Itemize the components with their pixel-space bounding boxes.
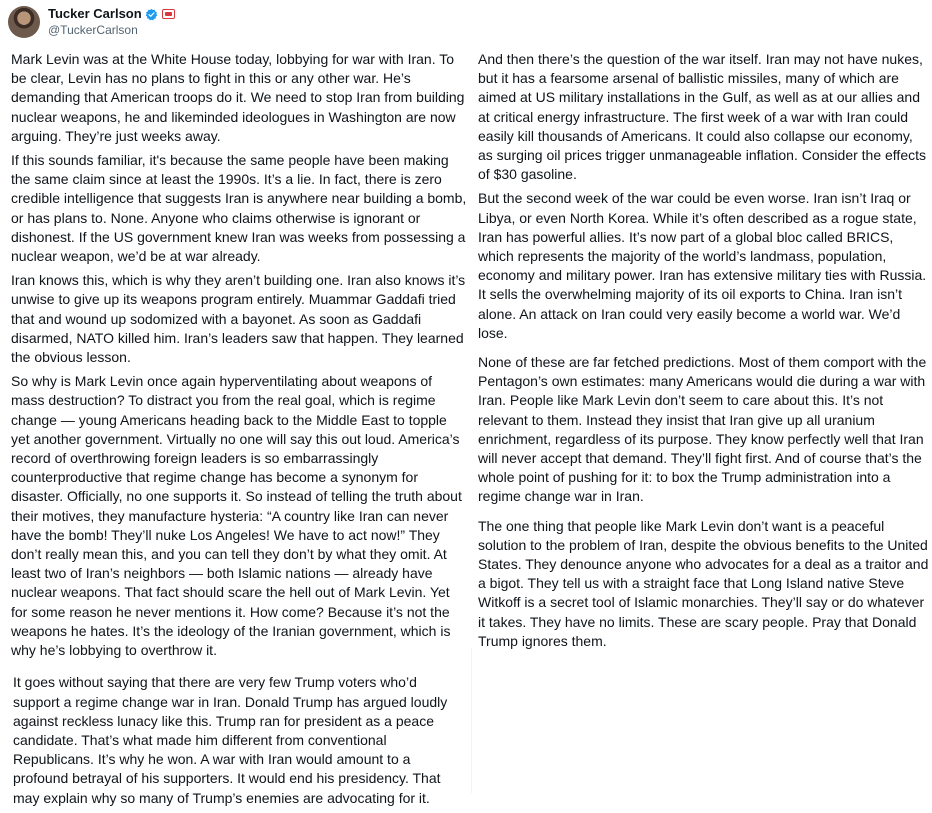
verified-badge-icon[interactable] (145, 8, 158, 21)
post-header (8, 4, 175, 40)
paragraph: None of these are far fetched predictions. Most of them comport with the Pentagon’s own estimates: many Americans would die during a war with Iran. People like Mark Levin don’t seem to care about this. It’s not relevant to them. Instead they insist that Iran give up all uranium enrichment, regardless of its purpose. They know perfectly well that Iran will never accept that demand. They’ll fight first. And of course that’s the whole point of pushing for it: to box the Trump administration into a regime change war in Iran. (478, 354, 927, 505)
paragraph: It goes without saying that there are very few Trump voters who’d support a regime change war in Iran. Donald Trump has argued loudly against reckless lunacy like this. Trump ran for president as a peace candidate. That’s what made him different from conventional Republicans. It’s why he won. A war with Iran would amount to a profound betrayal of his supporters. It would end his presidency. That may explain why so many of Trump’s enemies are advocating for it. (13, 674, 448, 806)
paragraph: The one thing that people like Mark Levin don’t want is a peaceful solution to the problem of Iran, despite the obvious benefits to the United States. They denounce anyone who advocates for a deal as a traitor and a bigot. They tell us with a straight face that Long Island native Steve Witkoff is a secret tool of Islamic monarchies. They’ll say or do whatever it takes. They have no limits. These are scary people. Pray that Donald Trump ignores them. (478, 517, 929, 649)
affiliation-badge-icon[interactable] (162, 9, 175, 19)
author-info (48, 6, 175, 38)
author-name-row (48, 6, 175, 22)
author-handle[interactable]: @TuckerCarlson (48, 23, 138, 37)
paragraph: And then there’s the question of the war itself. Iran may not have nukes, but it has a fearsome arsenal of ballistic missiles, many of which are aimed at US military installations in the Gulf, as well as at our allies and at critical energy infrastructure. The first week of a war with Iran could easily kill thousands of Americans. It could also collapse our economy, as surging oil prices trigger unmanageable inflation. Consider the effects of $30 gasoline. (478, 51, 926, 183)
paragraph: But the second week of the war could be even worse. Iran isn’t Iraq or Libya, or even North Korea. While it’s often described as a rogue state, Iran has powerful allies. It’s now part of a global bloc called BRICS, which represents the majority of the world’s landmass, population, economy and military power. Iran has extensive military ties with Russia. It sells the overwhelming majority of its oil exports to China. Iran isn’t alone. An attack on Iran could very easily become a world war. We’d lose. (478, 190, 927, 341)
paragraph: Iran knows this, which is why they aren’t building one. Iran also knows it’s unwise to give up its weapons program entirely. Muammar Gaddafi tried that and wound up sodomized with a bayonet. As soon as Gaddafi disarmed, NATO killed him. Iran’s leaders saw that happen. They learned the obvious lesson. (11, 272, 466, 366)
column-divider (471, 648, 472, 793)
post-body-left-column (11, 50, 467, 813)
paragraph: So why is Mark Levin once again hyperventilating about weapons of mass destruction? To distract you from the real goal, which is regime change — young Americans heading back to the Middle East to topple yet another government. Virtually no one will say this out loud. America’s record of overthrowing foreign leaders is so embarrassingly counterproductive that regime change has become a synonym for disaster. Officially, no one supports it. So instead of telling the truth about their motives, they manufacture hysteria: “A country like Iran can never have the bomb! They’ll nuke Los Angeles! We have to act now!” They don’t really mean this, and you can tell they don’t by what they omit. At least two of Iran’s neighbors — both Islamic nations — already have nuclear weapons. That fact should scare the hell out of Mark Levin. Yet for some reason he never mentions it. How come? Because it’s not the weapons he hates. It’s the ideology of the Iranian government, which is why he’s lobbying to overthrow it. (11, 373, 462, 659)
post-body-right-column (478, 50, 930, 656)
paragraph: Mark Levin was at the White House today, lobbying for war with Iran. To be clear, Levin has no plans to fight in this or any other war. He’s demanding that American troops do it. We need to stop Iran from building nuclear weapons, he and likeminded ideologues in Washington are now arguing. They’re just weeks away. (11, 51, 465, 144)
avatar[interactable] (8, 6, 40, 38)
author-display-name[interactable]: Tucker Carlson (48, 6, 142, 21)
paragraph: If this sounds familiar, it's because the same people have been making the same claim since at least the 1990s. It’s a lie. In fact, there is zero credible intelligence that suggests Iran is anywhere near building a bomb, or has plans to. None. Anyone who claims otherwise is ignorant or dishonest. If the US government knew Iran was weeks from possessing a nuclear weapon, we’d be at war already. (11, 152, 467, 265)
